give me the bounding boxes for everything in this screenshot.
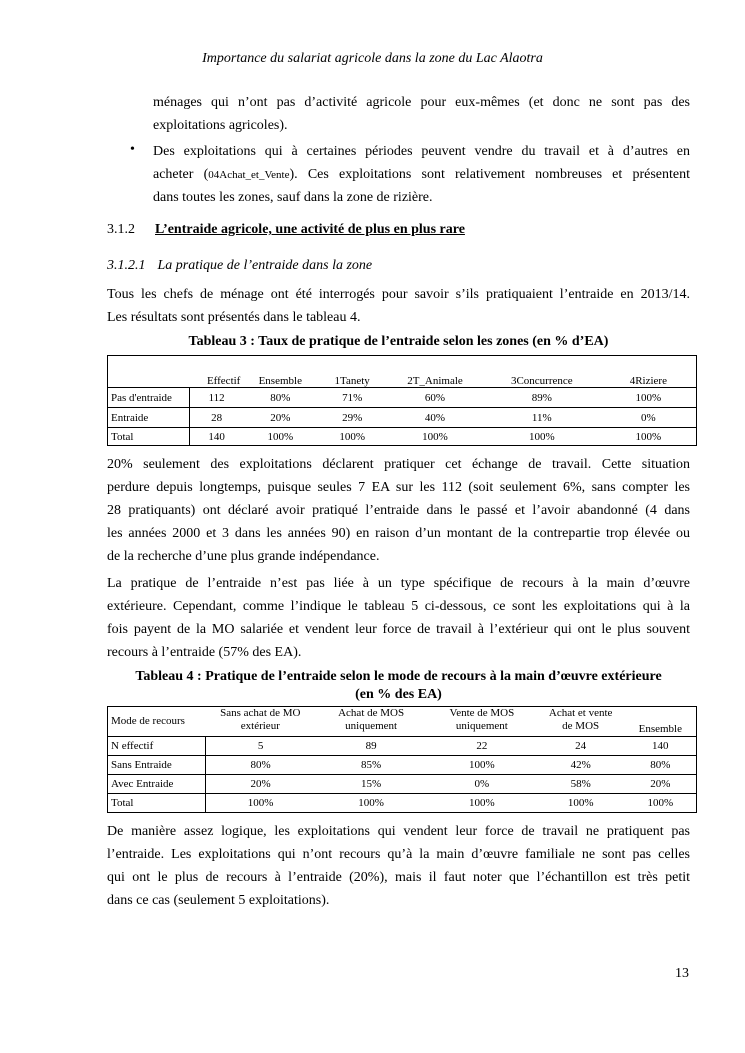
para3-line-3: fois payent de la MO salariée et vendent leur force de travail à l’extérieur qui ont le plus souvent xyxy=(107,622,690,637)
table-row: Avec Entraide 20% 15% 0% 58% 20% xyxy=(108,775,697,794)
table3-header: 2T_Animale xyxy=(407,375,463,387)
table3 xyxy=(107,355,697,446)
para1-line-2: Les résultats sont présentés dans le tableau 4. xyxy=(107,310,361,325)
section-heading: 3.1.2 L’entraide agricole, une activité de plus en plus rare xyxy=(107,222,465,237)
para1-line-1: Tous les chefs de ménage ont été interrogés pour savoir s’ils pratiquaient l’entraide en 2013/14. xyxy=(107,287,690,302)
table-row: Pas d'entraide 112 80% 71% 60% 89% 100% xyxy=(108,388,697,408)
para4-line-4: dans ce cas (seulement 5 exploitations). xyxy=(107,893,330,908)
bullet-line-3: dans toutes les zones, sauf dans la zone de rizière. xyxy=(153,190,433,205)
table3-header: 1Tanety xyxy=(334,375,370,387)
para2-line-1: 20% seulement des exploitations déclarent pratiquer cet échange de travail. Cette situation xyxy=(107,457,690,472)
bullet-code: 04Achat_et_Vente xyxy=(208,169,290,181)
table4-header: Mode de recours xyxy=(111,715,185,727)
table3-caption: Tableau 3 : Taux de pratique de l’entraide selon les zones (en % d’EA) xyxy=(188,334,609,349)
subsection-heading: 3.1.2.1 La pratique de l’entraide dans la zone xyxy=(107,258,373,273)
para2-line-2: perdure depuis longtemps, puisque seules 7 EA sur les 112 (soit seulement 6%, sans compter les xyxy=(107,480,690,495)
table4-header: Achat et vente xyxy=(548,707,613,719)
table4-header: Vente de MOS xyxy=(449,707,515,719)
para4-line-2: l’entraide. Les exploitations qui n’ont recours qu’à la main d’œuvre familiale ne sont pas celles xyxy=(107,847,690,862)
table4-header-row: Mode de recours Sans achat de MO extérieur Achat de MOS uniquement Vente de MOS uniquement Achat et vente de MOS Ensemble xyxy=(108,707,697,737)
table-row: N effectif 5 89 22 24 140 xyxy=(108,737,697,756)
running-header: Importance du salariat agricole dans la zone du Lac Alaotra xyxy=(202,51,543,66)
intro-line-2: exploitations agricoles). xyxy=(153,118,288,133)
table4-header: Sans achat de MO xyxy=(220,707,301,719)
bullet-icon: • xyxy=(130,142,135,157)
intro-line-1: ménages qui n’ont pas d’activité agricole pour eux-mêmes (et donc ne sont pas des xyxy=(153,95,690,110)
para4-line-1: De manière assez logique, les exploitations qui vendent leur force de travail ne pratiquent pas xyxy=(107,824,690,839)
table-row: Sans Entraide 80% 85% 100% 42% 80% xyxy=(108,756,697,775)
table4-header: Ensemble xyxy=(638,723,682,735)
para2-line-5: de la recherche d’une plus grande indépendance. xyxy=(107,549,380,564)
bullet-line-1: Des exploitations qui à certaines périodes peuvent vendre du travail et à d’autres en xyxy=(153,144,690,159)
para3-line-2: extérieure. Cependant, comme l’indique le tableau 5 ci-dessous, ce sont les exploitations qui à la xyxy=(107,599,690,614)
para3-line-4: recours à l’entraide (57% des EA). xyxy=(107,645,302,660)
table3-header: 4Riziere xyxy=(629,375,667,387)
para4-line-3: qui ont le plus de recours à l’entraide (20%), mais il faut noter que l’échantillon est très petit xyxy=(107,870,690,885)
table3-header: Effectif xyxy=(206,375,241,387)
bullet-line-2: acheter (04Achat_et_Vente). Ces exploitations sont relativement nombreuses et présentent xyxy=(153,167,690,182)
table-row: Total 140 100% 100% 100% 100% 100% xyxy=(108,428,697,446)
page-number: 13 xyxy=(675,966,689,981)
para2-line-4: les années 2000 et 3 dans les années 90) en raison d’un montant de la contrepartie trop élevée ou xyxy=(107,526,690,541)
para3-line-1: La pratique de l’entraide n’est pas liée à un type spécifique de recours à la main d’œuvre xyxy=(107,576,690,591)
table-row: Entraide 28 20% 29% 40% 11% 0% xyxy=(108,408,697,428)
table4 xyxy=(107,706,697,813)
table3-header-row xyxy=(108,356,697,388)
table3-header: 3Concurrence xyxy=(510,375,573,387)
table3-header: Ensemble xyxy=(258,375,302,387)
table-row: Total 100% 100% 100% 100% 100% xyxy=(108,794,697,813)
table4-caption: Tableau 4 : Pratique de l’entraide selon le mode de recours à la main d’œuvre extérieure (en % des EA) xyxy=(135,669,662,702)
para2-line-3: 28 pratiquants) ont déclaré avoir pratiqué l’entraide dans le passé et l’avoir abandonné (4 dans xyxy=(107,503,690,518)
table4-header: Achat de MOS xyxy=(338,707,405,719)
